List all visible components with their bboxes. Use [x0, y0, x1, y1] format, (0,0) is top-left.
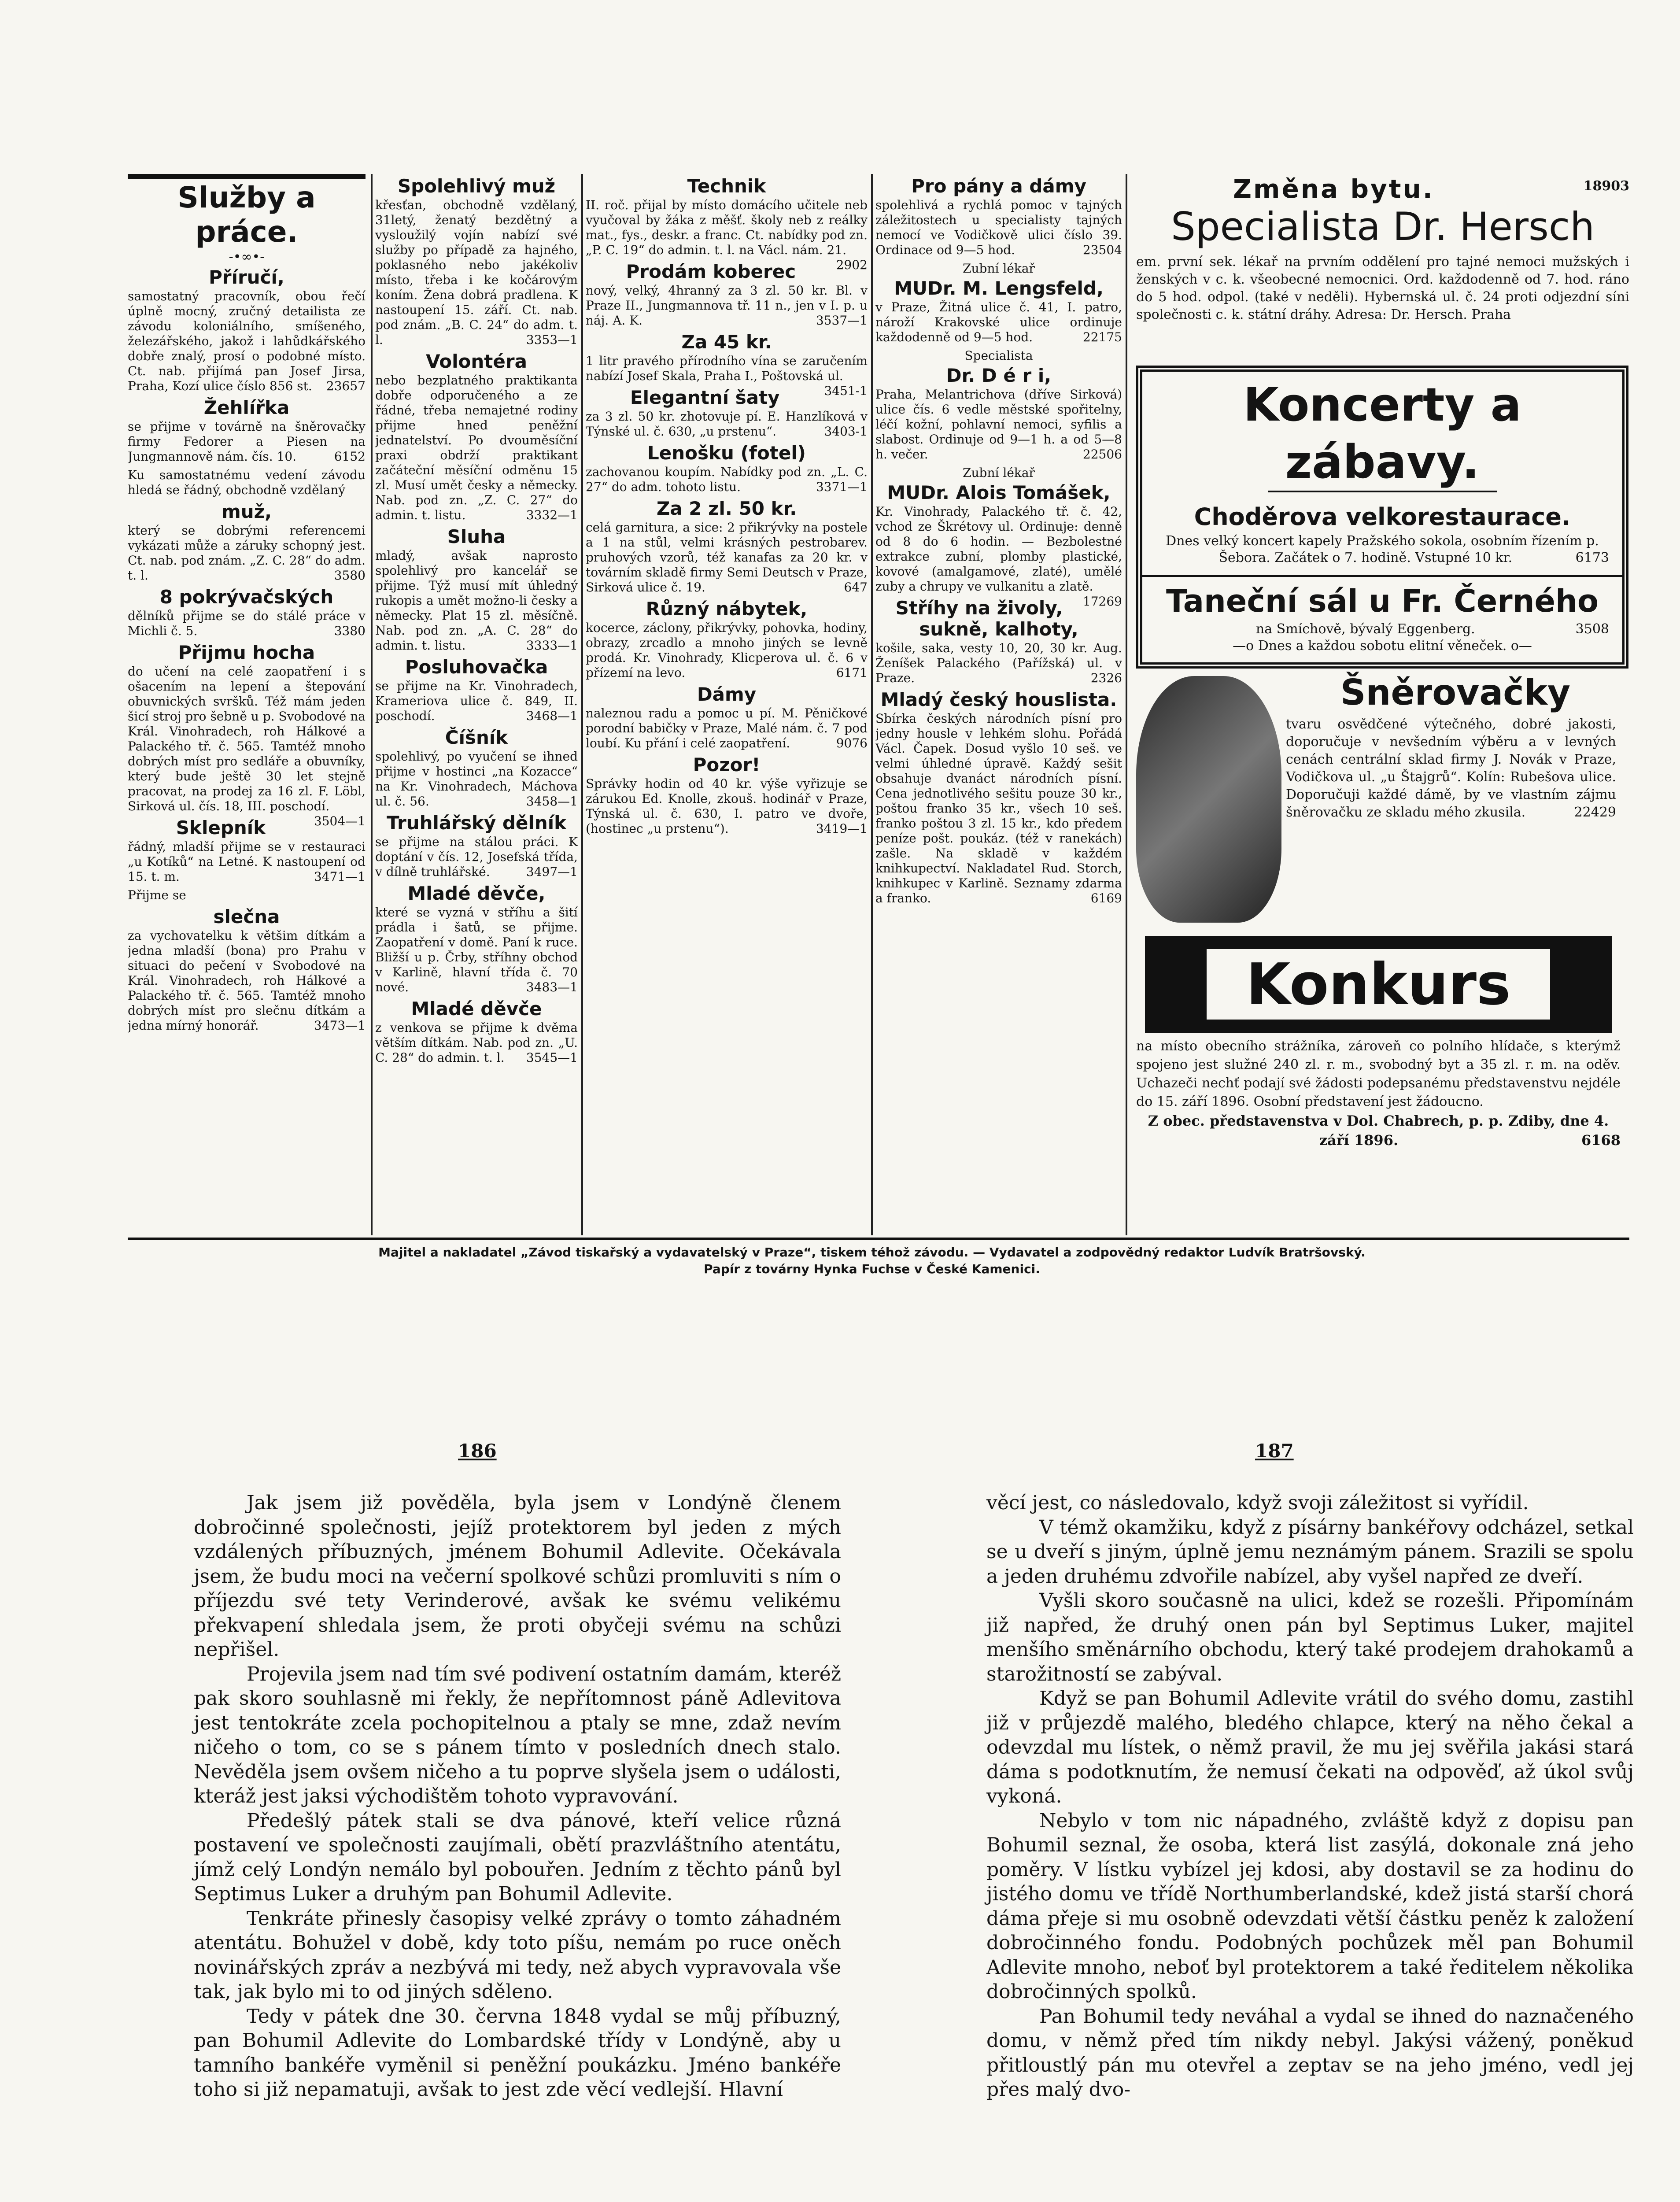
hall-text: [1142, 621, 1622, 638]
ad-text: z venkova se přijme k dvěma větším dítkám. Nab. pod zn. „U. C. 28“ do admin. t. l.: [375, 1020, 578, 1065]
book-page-left: [194, 1491, 841, 2102]
ad-heading: Za 2 zl. 50 kr.: [656, 498, 797, 519]
paragraph: Vyšli skoro současně na ulici, kdež se rozešli. Připomínám již napřed, že druhý onen pán byl Septimus Luker, majitel menšího směnárního obchodu, který také prodejem drahokamů a starožitností se zabýval.: [986, 1589, 1634, 1685]
corsets-ad: [1136, 672, 1616, 936]
ad-heading: Sluha: [447, 526, 506, 547]
classified-ad: [375, 998, 578, 1065]
paragraph: věcí jest, co následovalo, když svoji záležitost si vyřídil.: [986, 1492, 1529, 1514]
ad-number: 3483—1: [526, 980, 578, 994]
classified-ad: [128, 501, 366, 583]
classified-ad: [375, 657, 578, 724]
paragraph: Jak jsem již pověděla, byla jsem v Londýně členem dobročinné společnosti, jejíž protektorem byl jeden z mých vzdálených příbuzných, jménem Bohumil Adlevite. Očekávala jsem, že budu moci na večerní spolkové schůzi promluviti s ním o příjezdu své tety Verinderové, avšak ke svému velikému překvapení shledala jsem, že proti obyčeji svému na schůzi nepřišel.: [194, 1492, 841, 1661]
ad-heading: Posluhovačka: [405, 656, 548, 678]
ad-text: Správky hodin od 40 kr. výše vyřizuje se zárukou Ed. Knolle, zkouš. hodinář v Praze, Týnská ul. č. 630, I. patro ve dvoře, (hostinec „u prstenu“).: [586, 776, 868, 836]
ad-text: křesťan, obchodně vzdělaný, 31letý, ženatý bezdětný a vysloužilý vojín nabízí své služby po případě za hajného, poklasného nebo jakékoliv místo, třeba i ke kočárovým koním. Žena dobrá pradlena. K nastoupení 15. září. Ct. nab. pod znám. „B. C. 24“ do adm. t. l.: [375, 198, 578, 347]
ad-subtitle: Zubní lékař: [963, 466, 1035, 480]
ad-number: 3403-1: [824, 424, 868, 439]
section-title: Služby a práce.: [177, 181, 316, 249]
classified-ad: [586, 261, 868, 328]
classified-ad: [586, 599, 868, 680]
ad-heading: Pozor!: [693, 754, 761, 776]
ad-heading: Příručí,: [209, 266, 284, 288]
ad-heading: Stříhy na živoly, sukně, kalhoty,: [895, 597, 1078, 640]
column-divider: [371, 174, 373, 1235]
ad-number: 3508: [1575, 621, 1609, 637]
ad-text: Praha, Melantrichova (dříve Sirková) ulice čís. 6 vedle městské spořitelny, léčí kožní, pohlavní nemoci, syfilis a slabost. Ordinuje od 9—1 h. a od 5—8 h. večer.: [875, 387, 1122, 462]
ad-text: řádný, mladší přijme se v restauraci „u Kotíků“ na Letné. K nastoupení od 15. t. m.: [128, 839, 366, 884]
ad-heading: Dr. D é r i,: [946, 365, 1052, 386]
ad-heading: MUDr. M. Lengsfeld,: [894, 277, 1104, 299]
ad-heading: Sklepník: [176, 817, 266, 839]
classified-ad: [586, 443, 868, 495]
page-number-left: 186: [458, 1440, 497, 1462]
ad-text: se přijme na stálou práci. K doptání v čís. 12, Josefská třída, v dílně truhlářské.: [375, 835, 578, 879]
ad-number: 9076: [836, 736, 868, 750]
ad-number: 17269: [1082, 594, 1122, 609]
classified-ad: [375, 883, 578, 995]
ad-text: naleznou radu a pomoc u pí. M. Pěničkové porodní babičky v Praze, Malé nám. č. 7 pod loubí. Ku přání i celé zaopatření.: [586, 706, 868, 750]
classified-ad: [128, 888, 366, 903]
ad-number: 6169: [1090, 891, 1122, 905]
classified-ad: [875, 689, 1122, 906]
ad-heading: Lenošku (fotel): [647, 442, 806, 464]
classified-ad: [875, 466, 1122, 609]
ad-number: 3580: [334, 568, 366, 583]
ads-list: [586, 176, 868, 836]
konkurs-text: na místo obecního strážníka, zároveň co polního hlídače, s kterýmž spojeno jest služné 240 zl. r. m., svobodný byt a 35 zl. r. m. na oděv. Uchazeči nechť podají své žádosti podepsanému představenstvu nejdéle do 15. září 1896. Osobní představení jest žádoucno.: [1136, 1038, 1621, 1109]
ad-number: 647: [844, 580, 868, 595]
konkurs-title: Konkurs: [1207, 949, 1550, 1020]
paragraph: Nebylo v tom nic nápadného, zvláště když z dopisu pan Bohumil seznal, že osoba, která list zasýlá, dokonale zná jeho poměry. V lístku vybízel jej kdosi, aby dostavil se za hodinu do jistého domu ve třídě Northumberlandské, kdež jistá starší chorá dáma přeje si mu osobně odevzdati větší částku peněz k založení dobročinného fondu. Podobných pochůzek měl pan Bohumil Adlevite mnoho, neboť byl protektorem a také ředitelem několika dobročinných spolků.: [986, 1809, 1634, 2003]
ad-number: 22506: [1082, 447, 1122, 462]
ad-text: mladý, avšak naprosto spolehlivý pro kancelář se přijme. Týž musí mít úhledný rukopis a umět možno-li česky a německy. Plat 15 zl. měsíčně. Nab. pod zn. „A. C. 28“ do admin. t. listu.: [375, 548, 578, 653]
ad-text: do učení na celé zaopatření i s ošacením na lepení a štepování obuvnických svršků. Též mám jeden šicí stroj pro šebně u p. Svobodové na Král. Vinohradech, roh Hálkové a Palackého tř. č. 565. Tamtéž mnoho dobrých míst pro sedláře a obuvníky, který bude ještě 30 let stejně pracovat, na prodej za 16 zl. F. Löbl, Sirková ul. čís. 18, III. poschodí.: [128, 664, 366, 813]
ad-heading: Volontéra: [426, 351, 527, 372]
ad-text: celá garnitura, a sice: 2 přikrývky na postele a 1 na stůl, velmi krásných pestrobarev. pruhových vzorů, též kanafas za 20 kr. v továrním skladě firmy Semi Deutsch v Praze, Sirková ulice č. 19.: [586, 520, 868, 595]
ad-heading: Prodám koberec: [626, 261, 796, 282]
corsets-text-body: tvaru osvědčené výtečného, dobré jakosti, doporučuje v nevšedním výběru a v levných cenách centrální sklad firmy J. Novák v Praze, Vodičkova ul. „u Štajgrů“. Kolín: Rubešova ulice. Doporučuji každé dámě, by ve vlastním zájmu šněrovačku ze skladu mého zkusila.: [1286, 717, 1616, 820]
ad-number: 3332—1: [526, 508, 578, 522]
konkurs-ad: [1136, 936, 1621, 1150]
imprint: [211, 1244, 1532, 1278]
classified-ad: [875, 176, 1122, 258]
ad-heading: Mladý český houslista.: [880, 689, 1117, 710]
ad-text: se přijme v továrně na šněrovačky firmy Fedorer a Piesen na Jungmannově nám. čís. 10.: [128, 419, 366, 464]
paragraph: Když se pan Bohumil Adlevite vrátil do svého domu, zastihl již v průjezdě malého, bledého chlapce, který na něho čekal a odevzdal mu lístek, o němž pravil, že mu jej svěřila jakási stará dáma s podotknutím, že nemusí čekati na odpověď, až úkol svůj vykoná.: [986, 1687, 1634, 1807]
ad-number: 3473—1: [314, 1018, 366, 1033]
ad-text: Kr. Vinohrady, Palackého tř. č. 42, vchod ze Škrétovy ul. Ordinuje: denně od 8 do 6 hodin. — Bezbolestné extrakce zubní, plomby plastické, kovové (amalgamové, zlaté), umělé zuby a chrupy ve vulkanitu a zlatě.: [875, 504, 1122, 594]
ad-number: 6168: [1581, 1132, 1621, 1149]
classified-ad: [586, 684, 868, 751]
concerts-title: Koncerty a zábavy.: [1243, 378, 1521, 489]
top-rule-left: [128, 174, 366, 179]
column-services: [128, 181, 366, 1246]
ad-number: 22429: [1574, 805, 1616, 820]
restaurant-text-body: Dnes velký koncert kapely Pražského sokola, osobním řízením p. Šebora. Začátek o 7. hodině. Vstupné 10 kr.: [1166, 533, 1599, 565]
ad-number: 2326: [1090, 671, 1122, 685]
ornament: -•∞•-: [229, 249, 265, 265]
ad-text: spolehlivý, po vyučení se ihned přijme v hostinci „na Kozacce“ na Kr. Vinohradech, Máchova ul. č. 56.: [375, 749, 578, 809]
ad-heading: Číšník: [445, 727, 508, 748]
classified-ad: [375, 351, 578, 523]
classified-ad: [586, 498, 868, 595]
ad-subtitle: Specialista: [964, 348, 1033, 363]
ad-number: 3545—1: [526, 1050, 578, 1065]
ad-heading: Různý nábytek,: [646, 598, 808, 620]
ad-text: za 3 zl. 50 kr. zhotovuje pí. E. Hanzlíková v Týnské ul. č. 630, „u prstenu“.: [586, 409, 868, 439]
ad-text: II. roč. přijal by místo domácího učitele neb vyučoval by žáka z měšť. školy neb z reálky mat., fys., deskr. a franc. Ct. nabídky pod zn. „P. C. 19“ do admin. t. l. na Václ. nám. 21.: [586, 198, 868, 257]
column-ads-3: [586, 174, 868, 1240]
restaurant-name: Choděrova velkorestaurace.: [1194, 503, 1571, 531]
classified-ad: [128, 587, 366, 639]
ad-text: nový, velký, 4hranný za 3 zl. 50 kr. Bl. v Praze II., Jungmannova tř. 11 n., jen v I. p. u náj. A. K.: [586, 283, 868, 328]
ad-number: 3504—1: [314, 814, 366, 828]
konkurs-sign-text: Z obec. představenstva v Dol. Chabrech, p. p. Zdiby, dne 4. září 1896.: [1148, 1112, 1609, 1149]
column-divider: [1126, 174, 1127, 1235]
ad-number: 18903: [1583, 178, 1629, 194]
ad-heading: Žehlířka: [203, 397, 290, 418]
classified-ad: [375, 813, 578, 879]
ad-text: za vychovatelku k většim dítkám a jedna mladší (bona) pro Prahu v situaci do pečení v Svobodové na Král. Vinohradech, roh Hálkové a Palackého tř. č. 565. Tamtéž mnoho dobrých míst pro slečnu dítkám a jedna mírný honorář.: [128, 928, 366, 1033]
imprint-line-2: Papír z továrny Hynka Fuchse v České Kamenici.: [704, 1262, 1040, 1276]
ad-number: 3371—1: [816, 480, 868, 494]
ad-text: které se vyzná v stříhu a šití prádla i šatů, se přijme. Zaopatření v domě. Paní k ruce. Bližší u p. Črby, stříhny obchod v Karlině, hlavní třída č. 70 nové.: [375, 905, 578, 994]
restaurant-text: [1142, 533, 1622, 566]
ad-heading: 8 pokrývačských: [159, 586, 334, 608]
concerts-box: [1136, 366, 1628, 669]
paragraph: Projevila jsem nad tím své podivení ostatním damám, kteréž pak skoro souhlasně mi řekly, že nepřítomnost páně Adlevitova jest tentokráte zcela pochopitelnou a ptaly se mne, zdaž nevím ničeho o tom, co se s pánem tímto v posledních dnech stalo. Nevěděla jsem ovšem ničeho a tu poprve slyšela jsem o události, kteráž jest jaksi východištěm tohoto vypravování.: [194, 1663, 841, 1807]
change-of-address-ad: [1136, 174, 1629, 327]
ad-number: 3471—1: [314, 869, 366, 884]
book-page-right: [986, 1491, 1634, 2102]
column-divider: [871, 174, 873, 1235]
ad-heading: slečna: [213, 906, 280, 927]
konkurs-banner: [1145, 936, 1612, 1033]
classified-ad: [875, 598, 1122, 686]
ad-text: 1 litr pravého přírodního vína se zaručením nabízí Josef Skala, Praha I., Poštovská ul.: [586, 354, 868, 383]
ad-heading: Elegantní šaty: [630, 387, 780, 408]
ads-list: [875, 176, 1122, 906]
ad-text: se přijme na Kr. Vinohradech, Krameriova ulice č. 849, II. poschodí.: [375, 679, 578, 723]
ad-text: v Praze, Žitná ulice č. 41, I. patro, nároží Krakovské ulice ordinuje každodenně od 9—5 hod.: [875, 300, 1122, 344]
paragraph: Tedy v pátek dne 30. června 1848 vydal se můj příbuzný, pan Bohumil Adlevite do Lombardské třídy v Londýně, aby u tamního bankéře vyměnil si peněžní poukázku. Jméno bankéře toho si již nepamatuji, avšak to jest zde věcí vedlejší. Hlavní: [194, 2005, 841, 2101]
ad-number: 6152: [334, 449, 366, 464]
bottom-rule: [128, 1238, 1629, 1240]
ad-text: který se dobrými referencemi vykázati může a záruky schopný jest. Ct. nab. pod znám. „Z. C. 28“ do adm. t. l.: [128, 523, 366, 583]
ad-number: 3333—1: [526, 638, 578, 653]
ad-text: kocerce, záclony, přikrývky, pohovka, hodiny, obrazy, zrcadlo a mnoho jiných se levně prodá. Kr. Vinohrady, Klicperova ul. č. 6 v přízemí na levo.: [586, 621, 868, 680]
ad-heading: Truhlářský dělník: [386, 812, 567, 834]
ad-subtitle: Zubní lékař: [963, 261, 1035, 276]
classified-ad: [875, 348, 1122, 462]
ad-text: zachovanou koupím. Nabídky pod zn. „L. C. 27“ do adm. tohoto listu.: [586, 465, 868, 494]
classified-ad: [586, 754, 868, 836]
ad-number: 6173: [1575, 550, 1609, 565]
ads-list: [128, 267, 366, 1033]
ad-number: 22175: [1082, 330, 1122, 344]
corset-image: [1136, 676, 1281, 923]
corsets-title: Šněrovačky: [1340, 672, 1571, 713]
classified-ad: [128, 906, 366, 1033]
ad-text: spolehlivá a rychlá pomoc v tajných záležitostech u specialisty tajných nemocí ve Vodičkově ulici číslo 39. Ordinace od 9—5 hod.: [875, 198, 1122, 257]
ad-heading: MUDr. Alois Tomášek,: [887, 482, 1111, 503]
ad-heading: Mladé děvče: [411, 998, 542, 1020]
ad-number: 23657: [326, 379, 366, 393]
ad-text: nebo bezplatného praktikanta dobře odporučeného a ze řádné, třeba nemajetné rodiny přijme hned peněžní jednatelství. Po dvouměsíční praxi obdrží praktikant začáteční měsíční odměnu 15 zl. Musí umět česky a německy. Nab. pod zn. „Z. C. 27“ do admin. t. listu.: [375, 373, 578, 522]
column-divider: [581, 174, 583, 1235]
specialist-text: em. první sek. lékař na prvním oddělení pro tajné nemoci mužských i ženských v c. k. všeobecné nemocnici. Ord. každodenně od 7. hod. ráno do 5 hod. odpol. (také v neděli). Hybernská ul. č. 24 proti odjezdní síni společnosti c. k. státní dráhy. Adresa: Dr. Hersch. Praha: [1136, 254, 1629, 322]
hall-name: Taneční sál u Fr. Černého: [1166, 583, 1599, 619]
ad-heading: Za 45 kr.: [681, 331, 772, 353]
column-ads-4: [875, 174, 1122, 1240]
ad-number: 3497—1: [526, 865, 578, 879]
classified-ad: [375, 176, 578, 347]
ad-number: 3537—1: [816, 313, 868, 328]
ad-heading: Přijmu hocha: [178, 642, 315, 663]
classified-ad: [128, 397, 366, 464]
hall-address: na Smíchově, bývalý Eggenberg.: [1255, 621, 1475, 637]
ad-text: dělníků přijme se do stálé práce v Michli č. 5.: [128, 609, 366, 638]
ad-heading: Technik: [687, 175, 766, 197]
ad-text: samostatný pracovník, obou řečí úplně mocný, zručný detailista ze závodu koloniálního, smíšeného, železářského, jakož i lahůdkářského dobře znalý, prosí o podobné místo. Ct. nab. přijímá pan Josef Jirsa, Praha, Kozí ulice číslo 856 st.: [128, 289, 366, 393]
ad-number: 23504: [1082, 243, 1122, 257]
classified-ad: [875, 261, 1122, 345]
paragraph: V témž okamžiku, když z písárny bankéřovy odcházel, setkal se u dveří s jiným, úplně jemu neznámým pánem. Srazili se spolu a jeden druhému zdvořile nabízel, aby vyšel napřed ze dveří.: [986, 1516, 1634, 1588]
classified-ad: [128, 468, 366, 498]
classified-ad: [375, 727, 578, 809]
change-title: Změna bytu.: [1233, 174, 1434, 204]
ad-number: 3380: [334, 624, 366, 638]
ad-number: 3458—1: [526, 794, 578, 809]
page-number-right: 187: [1255, 1440, 1294, 1462]
divider: [1268, 491, 1497, 492]
ad-heading: Dámy: [697, 684, 757, 705]
ad-heading: Spolehlivý muž: [397, 175, 556, 197]
ad-text: košile, saka, vesty 10, 20, 30 kr. Aug. Ženíšek Palackého (Pařížská) ul. v Praze.: [875, 641, 1122, 685]
paragraph: Předešlý pátek stali se dva pánové, kteří velice různá postavení ve společnosti zaujímali, obětí prazvláštního atentátu, jímž celý Londýn nemálo byl pobouřen. Jedním z těchto pánů byl Septimus Luker a druhým pan Bohumil Adlevite.: [194, 1809, 841, 1905]
hall-note: —o Dnes a každou sobotu elitní věneček. o—: [1233, 638, 1532, 654]
ad-text: Ku samostatnému vedení závodu hledá se řádný, obchodně vzdělaný: [128, 468, 366, 497]
ad-number: 2902: [836, 258, 868, 272]
ad-heading: muž,: [221, 501, 272, 522]
ad-text: Přijme se: [128, 888, 186, 902]
konkurs-sign: [1136, 1111, 1621, 1150]
ad-heading: Mladé děvče,: [407, 883, 546, 904]
ad-number: 3353—1: [526, 333, 578, 347]
ad-number: 3468—1: [526, 709, 578, 723]
imprint-line-1: Majitel a nakladatel „Závod tiskařský a vydavatelský v Praze“, tiskem téhož závodu. — Vydavatel a zodpovědný redaktor Ludvík Bratršovský.: [378, 1245, 1366, 1260]
ad-heading: Pro pány a dámy: [911, 175, 1086, 197]
paragraph: Pan Bohumil tedy neváhal a vydal se ihned do naznačeného domu, v němž před tím nikdy nebyl. Jakýsi vážený, poněkud přitloustlý pán mu otevřel a zeptav se na jeho jméno, vedl jej přes malý dvo-: [986, 2005, 1634, 2101]
specialist-title: Specialista Dr. Hersch: [1170, 204, 1595, 249]
ads-list: [375, 176, 578, 1065]
corsets-text: [1286, 716, 1616, 821]
ad-number: 6171: [836, 665, 868, 680]
classified-ad: [128, 267, 366, 394]
ad-number: 3451-1: [824, 384, 868, 398]
ad-text: Sbírka českých národních písní pro jedny housle v lehkém slohu. Pořádá Václ. Čapek. Dosud vyšlo 10 seš. ve velmi úhledné úpravě. Každý sešit obsahuje dvanáct národních písní. Cena jednotlivého sešitu pouze 30 kr., poštou franko 35 kr., všech 10 seš. franko poštou 3 zl. 15 kr., kdo předem peníze pošt. poukáz. (též v ranekách) zašle. Na skladě v každém knihkupectví. Nakladatel Rud. Storch, knihkupec v Karlině. Seznamy zdarma a franko.: [875, 711, 1122, 905]
column-ads-2: [375, 174, 578, 1240]
classified-ad: [375, 526, 578, 653]
divider: [1142, 575, 1622, 577]
paragraph: Tenkráte přinesly časopisy velké zprávy o tomto záhadném atentátu. Bohužel v době, kdy toto píšu, nemám po ruce oněch novinářských zpráv a nezbývá mi tedy, než abych vypravovala vše tak, jak bylo mi to od jiných sděleno.: [194, 1907, 841, 2003]
ad-number: 3419—1: [816, 821, 868, 836]
